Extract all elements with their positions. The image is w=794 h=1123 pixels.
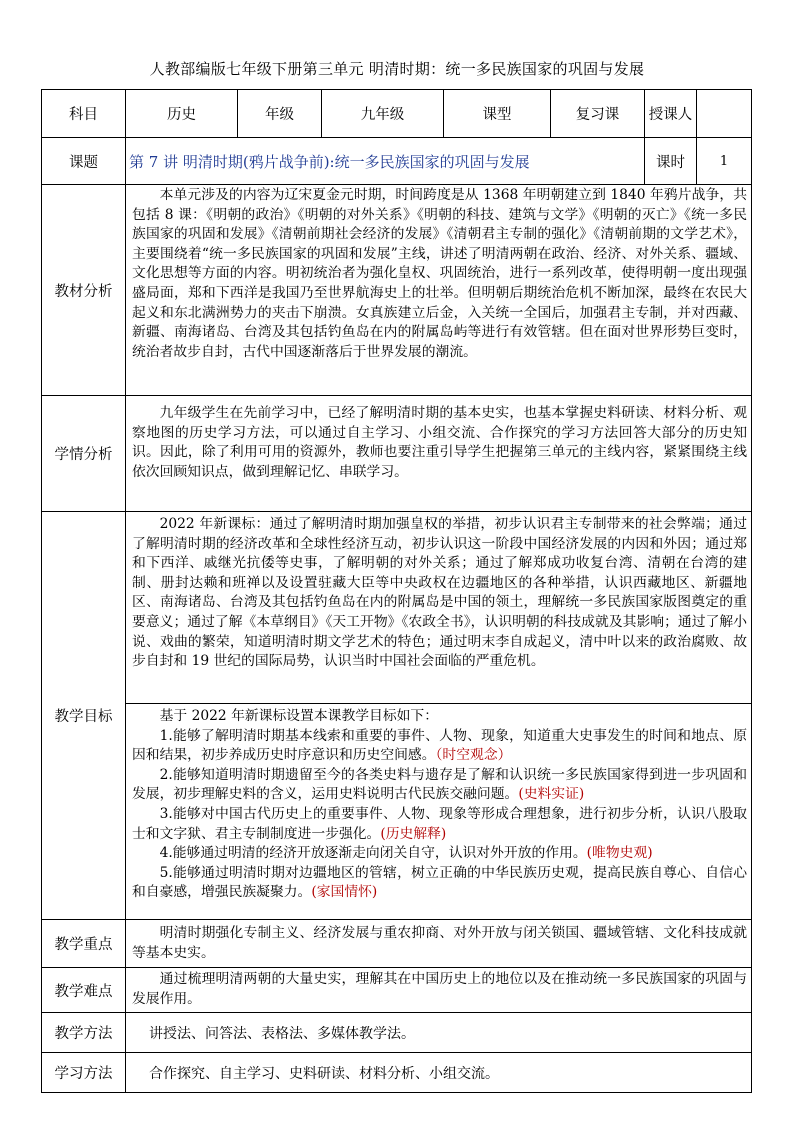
grade-value: 九年级 (322, 90, 444, 138)
students-text: 九年级学生在先前学习中，已经了解明清时期的基本史实，也基本掌握史料研读、材料分析、观察地图的历史学习方法，可以通过自主学习、小组交流、合作探究的学习方法回答大部分的历史知识。因此，除了利用可用的资源外，教师也要注重引导学生把握第三单元的主线内容，紧紧围绕主线依次回顾知识点，做到理解记忆、串联学习。 (132, 405, 748, 480)
lesson-type-label: 课型 (444, 90, 551, 138)
goal-item (132, 805, 747, 844)
standard-text: 2022 年新课标：通过了解明清时期加强皇权的举措，初步认识君主专制带来的社会弊端；通过了解明清时期的经济改革和全球性经济互动，初步认识这一阶段中国经济发展的内因和外因；通过郑和下西洋、戚继光抗倭等史事，了解明朝的对外关系；通过了解郑成功收复台湾、清朝在台湾的建制、册封达赖和班禅以及设置驻藏大臣等中央政权在边疆地区的各种举措，认识西藏地区、新疆地区、南海诸岛、台湾及其包括钓鱼岛在内的附属岛是中国的领土，理解统一多民族国家版图奠定的重要意义；通过了解《本草纲目》《天工开物》《农政全书》，认识明朝的科技成就及其影响；通过了解小说、戏曲的繁荣，知道明清时期文学艺术的特色；通过明末李自成起义，清中叶以来的政治腐败、故步自封和 19 世纪的国际局势，认识当时中国社会面临的严重危机。 (132, 516, 748, 670)
goal-tag: (唯物史观) (586, 845, 653, 862)
lesson-plan-table (41, 89, 752, 1093)
textbook-row (42, 185, 752, 396)
lesson-type-value: 复习课 (551, 90, 645, 138)
goals-intro: 基于 2022 年新课标设置本课教学目标如下： (159, 708, 439, 724)
textbook-text: 本单元涉及的内容为辽宋夏金元时期，时间跨度是从 1368 年明朝建立到 1840 年鸦片战争，共包括 8 课：《明朝的政治》《明朝的对外关系》《明朝的科技、建筑与文学》《明朝的灭亡》《统一多民族国家的巩固和发展》《清朝前期社会经济的发展》《清朝君主专制的强化》《清朝前期的文学艺术》，主要围绕着“统一多民族国家的巩固和发展”主线，讲述了明清两朝在政治、经济、对外关系、疆域、文化思想等方面的内容。明初统治者为强化皇权、巩固统治，进行一系列改革，使得明朝一度出现强盛局面，郑和下西洋是我国乃至世界航海史上的壮举。但明朝后期统治危机不断加深，最终在农民大起义和东北满洲势力的夹击下崩溃。女真族建立后金，入关统一全国后，加强君主专制，并对西藏、新疆、南海诸岛、台湾及其包括钓鱼岛在内的附属岛屿等进行有效管辖。但在面对世界形势巨变时，统治者故步自封，古代中国逐渐落后于世界发展的潮流。 (132, 187, 748, 360)
key-points-text: 明清时期强化专制主义、经济发展与重农抑商、对外开放与闭关锁国、疆域管辖、文化科技成就等基本史实。 (132, 924, 748, 961)
grade-label: 年级 (238, 90, 322, 138)
key-points-label: 教学重点 (42, 920, 126, 968)
curriculum-standard (126, 512, 752, 704)
goal-item (132, 727, 747, 766)
students-row (42, 396, 752, 512)
subject-value: 历史 (126, 90, 238, 138)
learning-methods-text: 合作探究、自主学习、史料研读、材料分析、小组交流。 (126, 1053, 752, 1093)
difficulties-label: 教学难点 (42, 968, 126, 1013)
students-label: 学情分析 (42, 396, 126, 512)
textbook-label: 教材分析 (42, 185, 126, 396)
goal-tag: （时空观念） (435, 747, 512, 764)
lesson-label: 课题 (42, 138, 126, 185)
difficulties-text: 通过梳理明清两朝的大量史实，理解其在中国历史上的地位以及在推动统一多民族国家的巩固与发展作用。 (132, 971, 748, 1007)
goal-item (132, 864, 747, 903)
teacher-value (697, 90, 752, 138)
goal-tag: (家国情怀) (311, 884, 378, 901)
goal-tag: (史料实证) (518, 786, 585, 803)
student-analysis (126, 396, 752, 512)
difficulties (126, 968, 752, 1013)
hours-value: 1 (697, 138, 752, 185)
subject-label: 科目 (42, 90, 126, 138)
teaching-methods-text: 讲授法、问答法、表格法、多媒体教学法。 (126, 1013, 752, 1053)
header-row (42, 90, 752, 138)
goal-text: 3.能够对中国古代历史上的重要事件、人物、现象等形成合理想象，进行初步分析，认识八股取士和文字狱、君主专制制度进一步强化。 (132, 805, 748, 842)
goals-standard-row (42, 512, 752, 704)
teaching-methods-label: 教学方法 (42, 1013, 126, 1053)
lesson-row (42, 138, 752, 185)
goal-text: 4.能够通过明清的经济开放逐渐走向闭关自守，认识对外开放的作用。 (159, 845, 587, 862)
goal-text: 5.能够通过明清时期对边疆地区的管辖，树立正确的中华民族历史观，提高民族自尊心、自信心和自豪感，增强民族凝聚力。 (132, 864, 748, 901)
goal-text: 1.能够了解明清时期基本线索和重要的事件、人物、现象，知道重大史事发生的时间和地点、原因和结果，初步养成历史时序意识和历史空间感。 (132, 727, 748, 764)
learning-methods-row (42, 1053, 752, 1093)
key-points-row (42, 920, 752, 968)
goal-tag: (历史解释) (380, 825, 447, 842)
difficulties-row (42, 968, 752, 1013)
lesson-title: 第 7 讲 明清时期(鸦片战争前):统一多民族国家的巩固与发展 (126, 138, 645, 185)
textbook-analysis (126, 185, 752, 396)
goal-text: 2.能够知道明清时期遗留至今的各类史料与遗存是了解和认识统一多民族国家得到进一步巩固和发展，初步理解史料的含义，运用史料说明古代民族交融问题。 (132, 766, 748, 803)
goals-label: 教学目标 (42, 512, 126, 920)
learning-methods-label: 学习方法 (42, 1053, 126, 1093)
key-points (126, 920, 752, 968)
teacher-label: 授课人 (645, 90, 697, 138)
teaching-methods-row (42, 1013, 752, 1053)
hours-label: 课时 (645, 138, 697, 185)
goal-item (132, 844, 747, 864)
goals-list (126, 704, 752, 920)
document-title: 人教部编版七年级下册第三单元 明清时期：统一多民族国家的巩固与发展 (149, 60, 645, 78)
goals-list-row (42, 704, 752, 920)
goal-item (132, 766, 747, 805)
